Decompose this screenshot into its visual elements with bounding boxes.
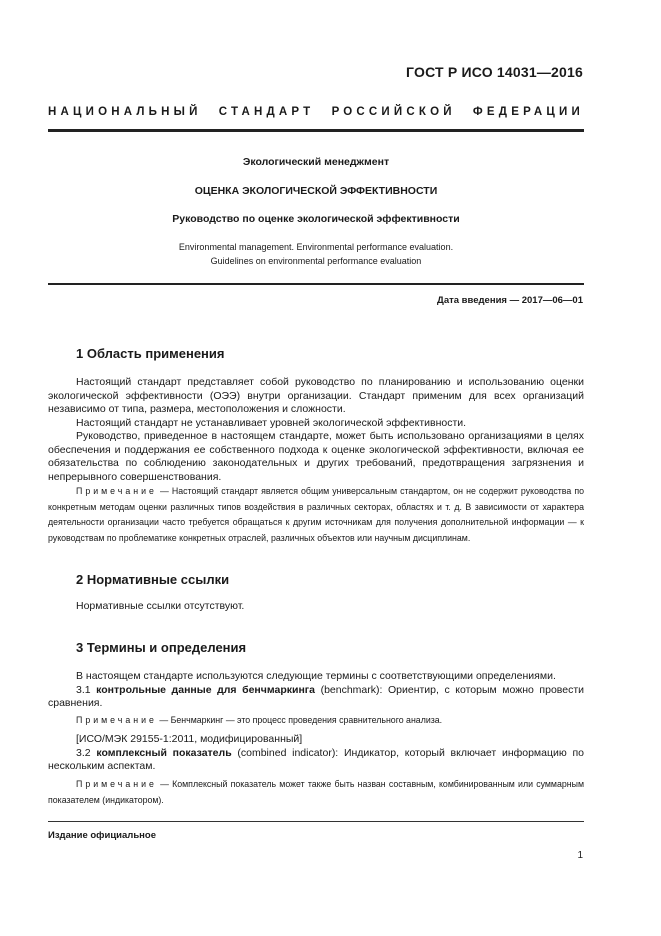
title-line-1: Экологический менеджмент bbox=[242, 156, 390, 168]
term-definition: (benchmark): Ориентир, с которым можно провести сравнения. bbox=[48, 683, 585, 709]
paragraph: Настоящий стандарт не устанавливает уровней экологической эффективности. bbox=[76, 416, 467, 429]
section-2-heading: 2 Нормативные ссылки bbox=[76, 572, 230, 587]
paragraph: Настоящий стандарт представляет собой руководство по планированию и использованию оценки экологической эффективности (ОЭЭ) внутри организации. Стандарт применим для всех организаций независимо от типа, размера, местоположения и сложности. bbox=[48, 376, 584, 415]
note-label: Примечание bbox=[76, 779, 157, 789]
title-subtitle: Руководство по оценке экологической эффективности bbox=[172, 213, 460, 225]
paragraph: Нормативные ссылки отсутствуют. bbox=[76, 600, 245, 612]
term-3-2-note bbox=[48, 777, 584, 808]
term-number: 3.1 bbox=[76, 683, 97, 696]
term-name: контрольные данные для бенчмаркинга bbox=[96, 683, 316, 696]
term-definition: (combined indicator): Индикатор, который включает информацию по нескольким аспектам. bbox=[48, 746, 584, 772]
section-3-heading: 3 Термины и определения bbox=[76, 640, 247, 655]
footer-rule bbox=[48, 821, 584, 822]
gost-number: ГОСТ Р ИСО 14031—2016 bbox=[406, 64, 583, 80]
term-source: [ИСО/МЭК 29155-1:2011, модифицированный] bbox=[76, 733, 303, 745]
term-number: 3.2 bbox=[76, 746, 97, 759]
note-label: Примечание bbox=[76, 715, 157, 725]
note-text: — Настоящий стандарт является общим универсальным стандартом, он не содержит руководства по конкретным методам оценки различных типов воздействия в различных секторах, областях и т. д. В зависимости от характера деятельности организации часто требуется обращаться к другим источникам для получения дополнительной информации — к руководствам по проблематике конкретных отраслей, различных объектов или научным дисциплинам. bbox=[48, 486, 584, 543]
top-rule bbox=[48, 129, 584, 132]
banner-word: СТАНДАРТ bbox=[218, 106, 315, 118]
note-text: — Комплексный показатель может также быть назван составным, комбинированным или суммарным показателем (индикатором). bbox=[48, 779, 584, 805]
page-number: 1 bbox=[577, 850, 583, 861]
section-3-body-cont bbox=[48, 733, 584, 774]
term-3-2 bbox=[48, 747, 584, 774]
paragraph: Руководство, приведенное в настоящем стандарте, может быть использовано организациями в целях обеспечения и поддержания ее собственного подхода к оценке экологической эффективности, включая ее обязательства по соблюдению законодательных и других требований, предотвращения загрязнения и непрерывного совершенствования. bbox=[48, 430, 584, 483]
note-label: Примечание bbox=[76, 486, 157, 496]
section-3-body bbox=[48, 670, 584, 711]
term-name: комплексный показатель bbox=[96, 746, 232, 759]
banner-word: ФЕДЕРАЦИИ bbox=[472, 106, 584, 118]
term-3-1-note bbox=[48, 713, 584, 729]
term-3-1 bbox=[48, 684, 584, 711]
english-title-1: Environmental management. Environmental performance evaluation. bbox=[178, 242, 454, 252]
banner-word: НАЦИОНАЛЬНЫЙ bbox=[48, 106, 202, 118]
edition-label: Издание официальное bbox=[48, 830, 156, 841]
note-text: — Бенчмаркинг — это процесс проведения сравнительного анализа. bbox=[156, 715, 443, 725]
section-1-heading: 1 Область применения bbox=[76, 346, 225, 361]
title-main: ОЦЕНКА ЭКОЛОГИЧЕСКОЙ ЭФФЕКТИВНОСТИ bbox=[194, 185, 438, 197]
english-title-2: Guidelines on environmental performance evaluation bbox=[210, 256, 422, 266]
section-1-note bbox=[48, 484, 584, 546]
banner-word: РОССИЙСКОЙ bbox=[331, 106, 456, 118]
national-standard-banner bbox=[48, 106, 584, 118]
section-2-body bbox=[48, 600, 584, 614]
paragraph: В настоящем стандарте используются следующие термины с соответствующими определениями. bbox=[76, 670, 556, 682]
title-rule bbox=[48, 283, 584, 285]
section-1-body bbox=[48, 376, 584, 484]
introduction-date: Дата введения — 2017—06—01 bbox=[437, 295, 583, 306]
